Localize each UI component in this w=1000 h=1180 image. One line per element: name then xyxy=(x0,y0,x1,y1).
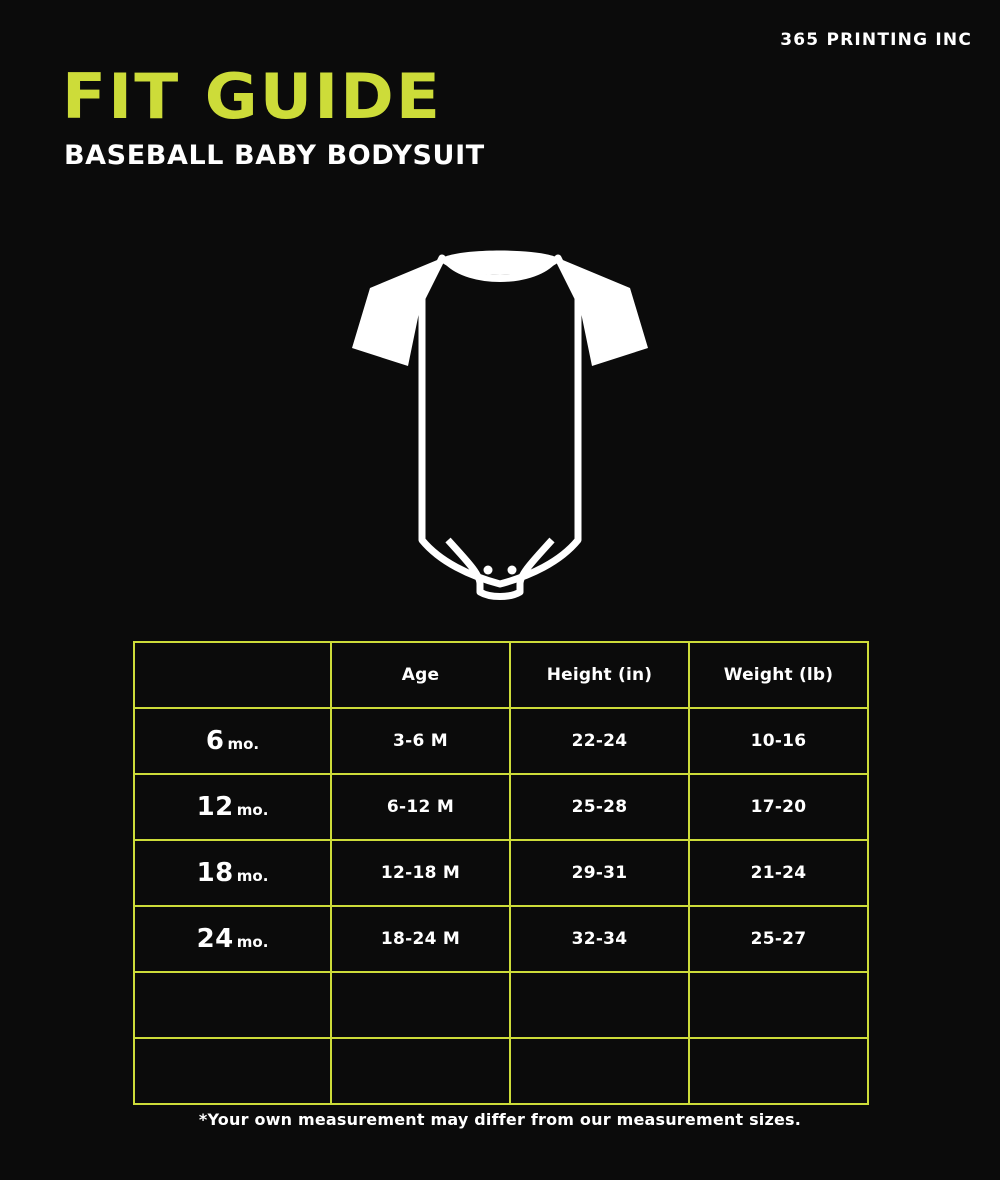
table-row xyxy=(134,1038,868,1104)
table-row xyxy=(134,906,868,972)
table-row xyxy=(134,708,868,774)
table-header-row xyxy=(134,642,868,708)
table-row xyxy=(134,972,868,1038)
weight-cell xyxy=(689,1038,868,1104)
height-cell: 29-31 xyxy=(510,840,689,906)
height-cell xyxy=(510,972,689,1038)
height-cell xyxy=(510,1038,689,1104)
table-header-weight: Weight (lb) xyxy=(689,642,868,708)
size-cell xyxy=(134,840,331,906)
page-subtitle: BASEBALL BABY BODYSUIT xyxy=(64,140,485,171)
brand-name: 365 PRINTING INC xyxy=(780,30,972,50)
size-unit: mo. xyxy=(236,801,269,819)
size-unit: mo. xyxy=(227,735,260,753)
height-cell: 32-34 xyxy=(510,906,689,972)
age-cell xyxy=(331,972,510,1038)
size-cell xyxy=(134,1038,331,1104)
table-header-height: Height (in) xyxy=(510,642,689,708)
age-cell: 18-24 M xyxy=(331,906,510,972)
size-cell xyxy=(134,774,331,840)
age-cell: 3-6 M xyxy=(331,708,510,774)
height-cell: 22-24 xyxy=(510,708,689,774)
weight-cell: 17-20 xyxy=(689,774,868,840)
baby-bodysuit-illustration xyxy=(330,240,670,600)
weight-cell: 25-27 xyxy=(689,906,868,972)
measurement-disclaimer: *Your own measurement may differ from our measurement sizes. xyxy=(198,1110,802,1129)
weight-cell xyxy=(689,972,868,1038)
size-cell xyxy=(134,972,331,1038)
table-row xyxy=(134,774,868,840)
size-number: 12 xyxy=(196,792,234,822)
size-cell xyxy=(134,906,331,972)
height-cell: 25-28 xyxy=(510,774,689,840)
size-number: 6 xyxy=(205,726,225,756)
table-header-age: Age xyxy=(331,642,510,708)
size-cell xyxy=(134,708,331,774)
age-cell: 6-12 M xyxy=(331,774,510,840)
size-number: 24 xyxy=(196,924,234,954)
weight-cell: 10-16 xyxy=(689,708,868,774)
age-cell: 12-18 M xyxy=(331,840,510,906)
table-row xyxy=(134,840,868,906)
size-unit: mo. xyxy=(236,933,269,951)
size-chart-table xyxy=(133,641,869,1105)
title-block xyxy=(62,60,485,171)
size-number: 18 xyxy=(196,858,234,888)
table-header-corner xyxy=(134,642,331,708)
weight-cell: 21-24 xyxy=(689,840,868,906)
age-cell xyxy=(331,1038,510,1104)
size-unit: mo. xyxy=(236,867,269,885)
page-title: FIT GUIDE xyxy=(62,60,443,133)
